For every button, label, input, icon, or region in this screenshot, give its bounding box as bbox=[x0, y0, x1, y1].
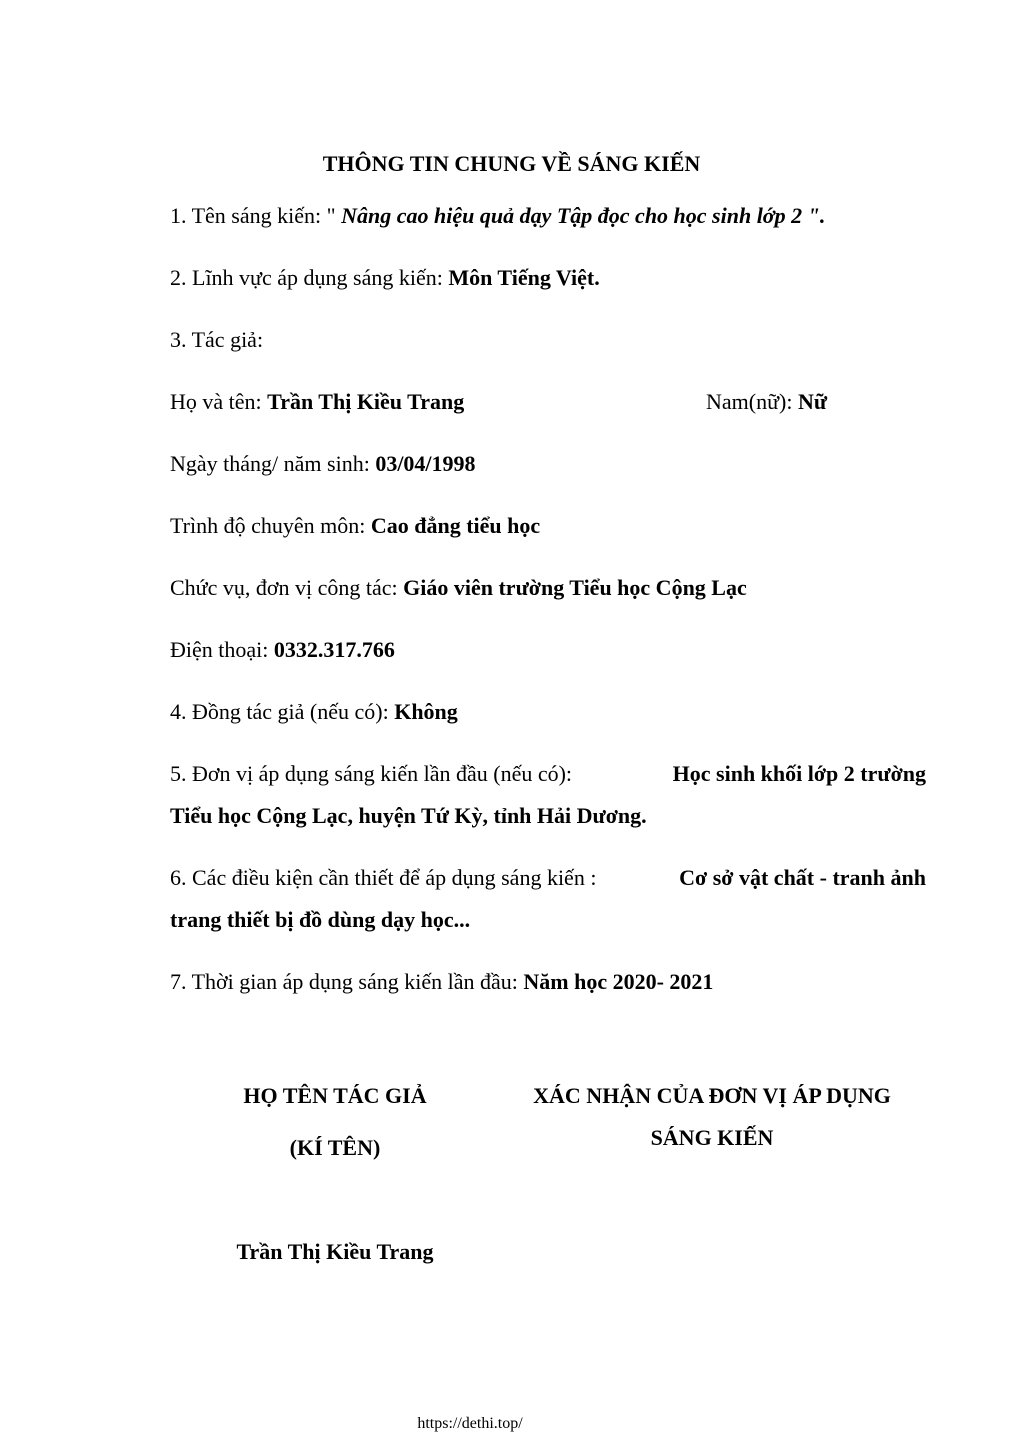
author-dob-label: Ngày tháng/ năm sinh: bbox=[170, 451, 376, 476]
item-5-value-line-2: Tiểu học Cộng Lạc, huyện Tứ Kỳ, tỉnh Hải Dương. bbox=[170, 803, 647, 828]
author-phone bbox=[170, 636, 395, 664]
item-6-label: 6. Các điều kiện cần thiết để áp dụng sáng kiến : bbox=[170, 865, 597, 890]
signature-right-subtitle: SÁNG KIẾN bbox=[650, 1125, 774, 1150]
item-3-label: 3. Tác giả: bbox=[170, 327, 264, 352]
signature-right-title: XÁC NHẬN CỦA ĐƠN VỊ ÁP DỤNG bbox=[533, 1083, 891, 1108]
item-3 bbox=[170, 326, 263, 354]
item-4 bbox=[170, 698, 458, 726]
author-phone-value: 0332.317.766 bbox=[273, 637, 395, 662]
author-position-value: Giáo viên trường Tiểu học Cộng Lạc bbox=[403, 575, 747, 600]
item-6-line-1 bbox=[170, 864, 926, 892]
item-4-label: 4. Đồng tác giả (nếu có): bbox=[170, 699, 395, 724]
page-title: THÔNG TIN CHUNG VỀ SÁNG KIẾN bbox=[322, 151, 701, 176]
author-qualification-label: Trình độ chuyên môn: bbox=[170, 513, 371, 538]
author-name-label: Họ và tên: bbox=[170, 389, 268, 414]
signer-name: Trần Thị Kiều Trang bbox=[236, 1239, 434, 1264]
item-7 bbox=[170, 968, 713, 996]
author-position-label: Chức vụ, đơn vị công tác: bbox=[170, 575, 404, 600]
item-2 bbox=[170, 264, 600, 292]
item-5-value-line-1: Học sinh khối lớp 2 trường bbox=[672, 761, 926, 786]
item-1-label: 1. Tên sáng kiến: " bbox=[170, 203, 336, 228]
author-dob bbox=[170, 450, 476, 478]
signature-left-title: HỌ TÊN TÁC GIẢ bbox=[243, 1083, 427, 1108]
item-1-value: Nâng cao hiệu quả dạy Tập đọc cho học sinh lớp 2 ". bbox=[335, 203, 826, 228]
author-dob-value: 03/04/1998 bbox=[375, 451, 476, 476]
author-position bbox=[170, 574, 747, 602]
item-5-line-1 bbox=[170, 760, 926, 788]
author-qualification-value: Cao đẳng tiểu học bbox=[370, 513, 541, 538]
signature-left-subtitle: (KÍ TÊN) bbox=[289, 1135, 381, 1160]
item-2-value: Môn Tiếng Việt. bbox=[448, 265, 600, 290]
author-qualification bbox=[170, 512, 540, 540]
item-6-value-line-1: Cơ sở vật chất - tranh ảnh bbox=[679, 865, 926, 890]
author-name bbox=[170, 388, 464, 416]
author-gender-value: Nữ bbox=[797, 389, 828, 414]
item-2-label: 2. Lĩnh vực áp dụng sáng kiến: bbox=[170, 265, 449, 290]
item-7-value: Năm học 2020- 2021 bbox=[523, 969, 714, 994]
author-phone-label: Điện thoại: bbox=[170, 637, 274, 662]
author-name-value: Trần Thị Kiều Trang bbox=[267, 389, 465, 414]
item-4-value: Không bbox=[394, 699, 458, 724]
item-6-value-line-2: trang thiết bị đồ dùng dạy học... bbox=[170, 907, 471, 932]
item-5-label: 5. Đơn vị áp dụng sáng kiến lần đầu (nếu có): bbox=[170, 761, 573, 786]
item-1 bbox=[170, 202, 825, 230]
author-gender-label: Nam(nữ): bbox=[706, 389, 798, 414]
author-gender bbox=[706, 388, 827, 416]
footer-url: https://dethi.top/ bbox=[417, 1415, 523, 1432]
item-7-label: 7. Thời gian áp dụng sáng kiến lần đầu: bbox=[170, 969, 524, 994]
